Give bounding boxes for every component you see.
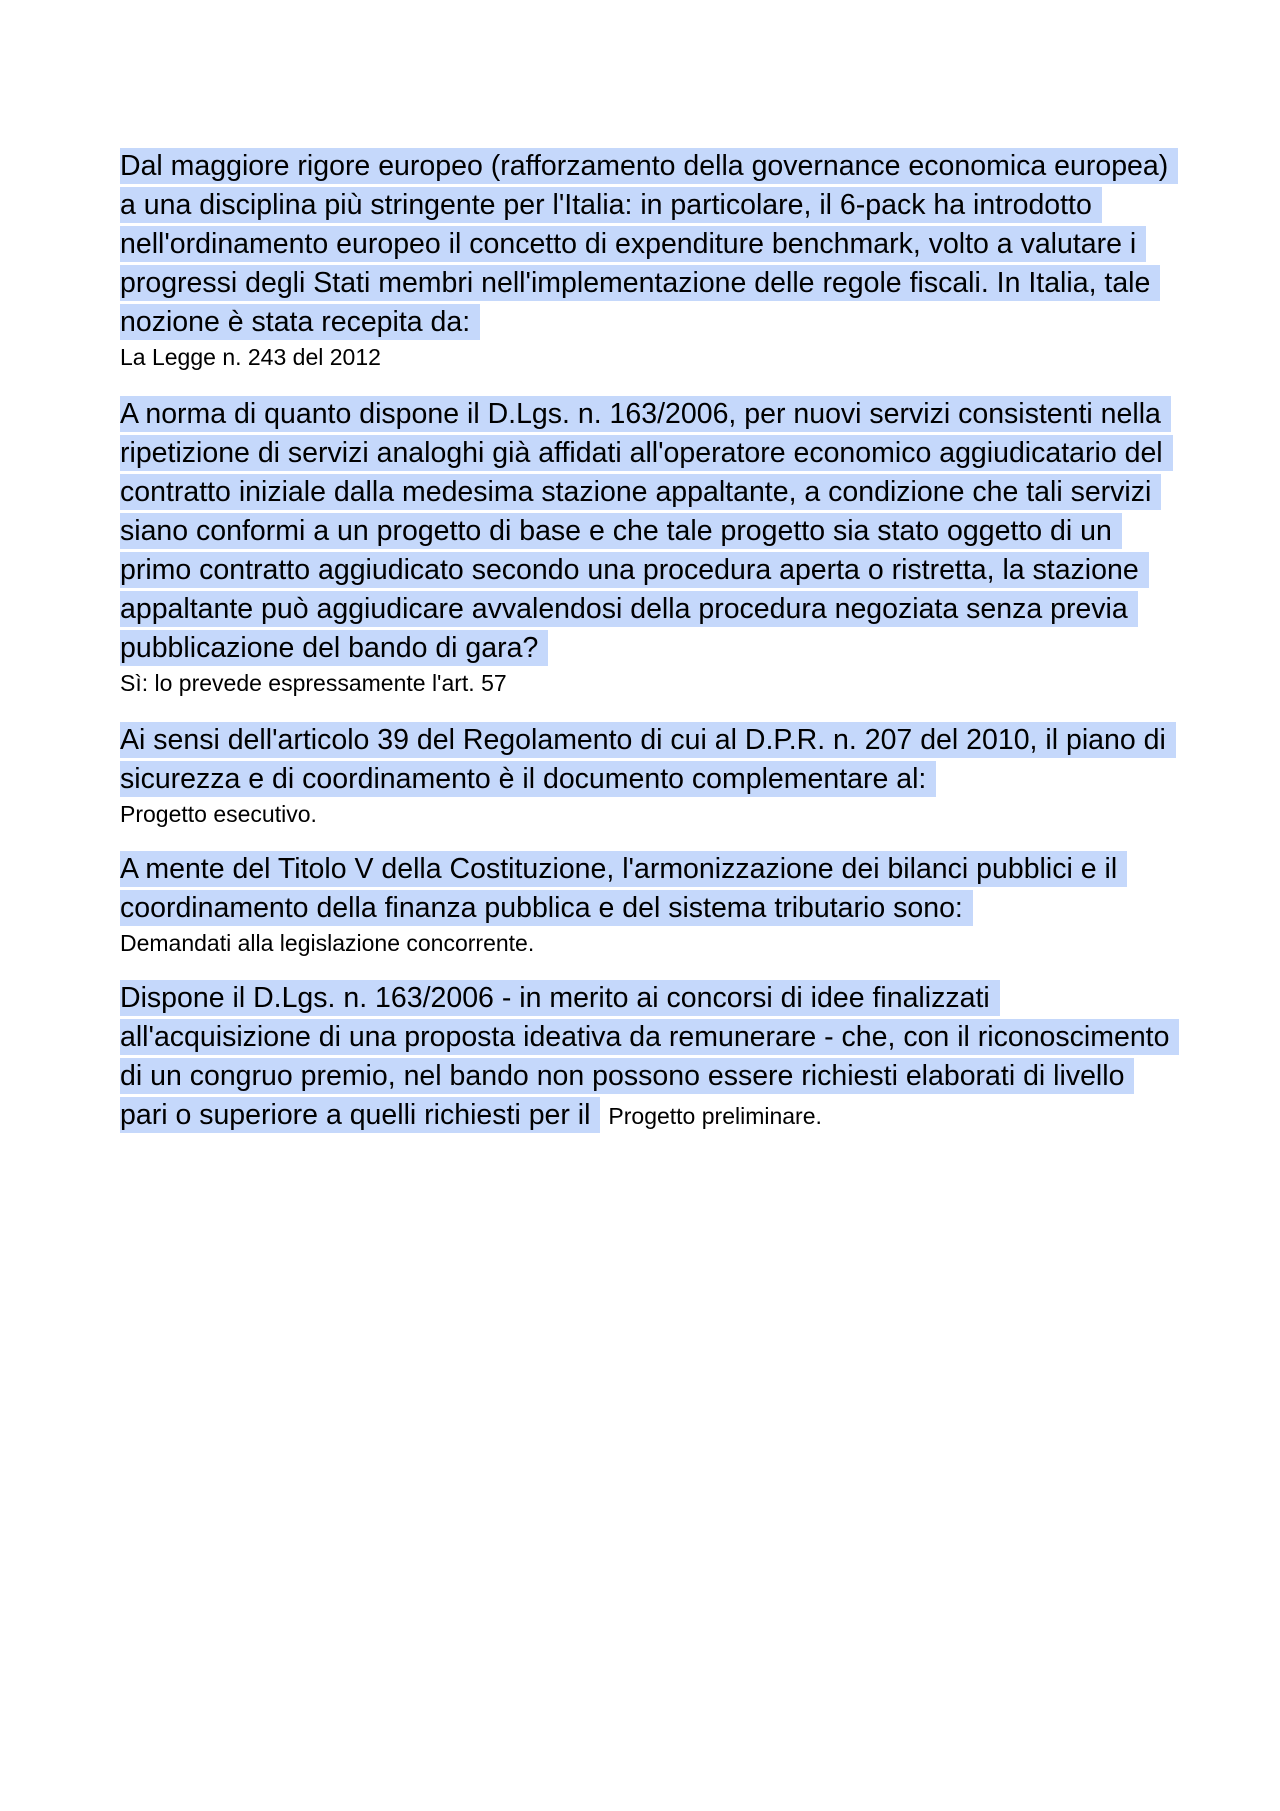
question-text: [120, 147, 1170, 342]
question-text: [120, 850, 1170, 928]
document-page: [120, 147, 1170, 1136]
qa-item: [120, 395, 1170, 699]
question-highlight[interactable]: A mente del Titolo V della Costituzione, l'armonizzazione dei bilanci pubblici e il coordinamento della finanza pubblica e del sistema tributario sono:: [120, 851, 1127, 926]
question-text: [120, 721, 1170, 799]
answer-text: La Legge n. 243 del 2012: [120, 344, 381, 370]
answer-text: Demandati alla legislazione concorrente.: [120, 930, 535, 956]
qa-item: [120, 850, 1170, 959]
answer-text: Progetto esecutivo.: [120, 801, 317, 827]
question-highlight[interactable]: A norma di quanto dispone il D.Lgs. n. 163/2006, per nuovi servizi consistenti nella ripetizione di servizi analoghi già affidati all'operatore economico aggiudicatario del contratto iniziale dalla medesima stazione appaltante, a condizione che tali servizi siano conformi a un progetto di base e che tale progetto sia stato oggetto di un primo contratto aggiudicato secondo una procedura aperta o ristretta, la stazione appaltante può aggiudicare avvalendosi della procedura negoziata senza previa pubblicazione del bando di gara?: [120, 396, 1173, 666]
question-highlight[interactable]: Dispone il D.Lgs. n. 163/2006 - in merito ai concorsi di idee finalizzati all'acquisizione di una proposta ideativa da remunerare - che, con il riconoscimento di un congruo premio, nel bando non possono essere richiesti elaborati di livello pari o superiore a quelli richiesti per il: [120, 980, 1179, 1133]
answer-text: Progetto preliminare.: [608, 1103, 822, 1129]
question-highlight[interactable]: Ai sensi dell'articolo 39 del Regolamento di cui al D.P.R. n. 207 del 2010, il piano di sicurezza e di coordinamento è il documento complementare al:: [120, 722, 1176, 797]
qa-item: [120, 721, 1170, 830]
question-highlight[interactable]: Dal maggiore rigore europeo (rafforzamento della governance economica europea) a una disciplina più stringente per l'Italia: in particolare, il 6-pack ha introdotto nell'ordinamento europeo il concetto di expenditure benchmark, volto a valutare i progressi degli Stati membri nell'implementazione delle regole fiscali. In Italia, tale nozione è stata recepita da:: [120, 148, 1178, 340]
answer-text: Sì: lo prevede espressamente l'art. 57: [120, 670, 507, 696]
qa-item: [120, 979, 1170, 1136]
question-text: [120, 395, 1170, 668]
question-text: [120, 979, 1170, 1136]
qa-item: [120, 147, 1170, 373]
